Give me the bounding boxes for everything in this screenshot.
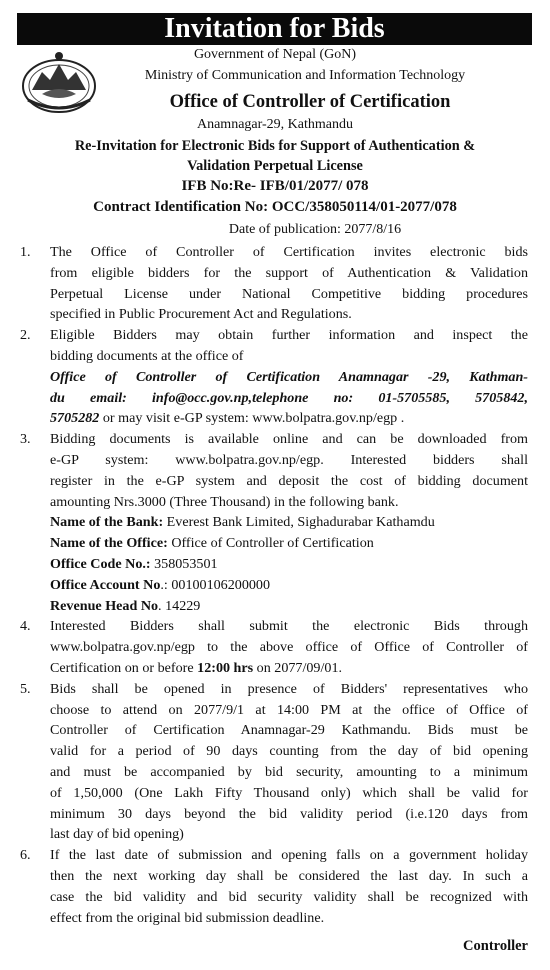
office-name-field xyxy=(50,533,528,554)
contact-line: Office of Controller of Certification Anamnagar -29, Kathman- xyxy=(50,368,528,385)
office-account xyxy=(50,575,528,596)
field-label: Revenue Head No xyxy=(50,597,159,614)
list-item xyxy=(20,242,528,325)
text-line: of 1,50,000 (One Lakh Fifty Thousand only) which shall be valid for xyxy=(50,784,528,801)
text-line: minimum 30 days beyond the bid validity period (i.e.120 days from xyxy=(50,805,528,822)
text-line: Perpetual License under National Competitive bidding procedures xyxy=(50,285,528,302)
ifb-number: IFB No:Re- IFB/01/2077/ 078 xyxy=(181,178,369,194)
field-value: . 14229 xyxy=(158,597,201,614)
contact-line: du email: info@occ.gov.np,telephone no: 01-5705585, 5705842, xyxy=(50,389,528,406)
list-item xyxy=(20,616,528,678)
bank-name xyxy=(50,512,528,533)
text-line: e-GP system: www.bolpatra.gov.np/egp. Interested bidders shall xyxy=(50,451,528,468)
item-number: 1. xyxy=(20,244,31,260)
ministry-name: Ministry of Communication and Information Technology xyxy=(144,68,466,83)
text-line: Bids shall be opened in presence of Bidders' representatives who xyxy=(50,680,528,697)
list-item xyxy=(20,845,528,928)
notice-title: Invitation for Bids xyxy=(17,13,532,45)
field-value: .: 00100106200000 xyxy=(160,576,271,593)
item-number: 5. xyxy=(20,680,31,697)
government-name: Government of Nepal (GoN) xyxy=(193,47,357,62)
list-item xyxy=(20,429,528,616)
item-number: 4. xyxy=(20,618,31,635)
list-item xyxy=(20,325,528,429)
text-line xyxy=(50,408,528,429)
office-code xyxy=(50,554,528,575)
text-line: The Office of Controller of Certification invites electronic bids xyxy=(50,244,528,260)
text-part: Certification on or before xyxy=(50,659,198,676)
telephone-number: 5705282 xyxy=(50,410,100,427)
text-line: register in the e-GP system and deposit the cost of bidding document xyxy=(50,472,528,489)
text-line: case the bid validity and bid security validity shall be recognized with xyxy=(50,888,528,905)
text-line xyxy=(50,658,528,679)
list-item xyxy=(20,679,528,845)
reinvitation-title xyxy=(0,136,550,176)
reinvitation-line: Re-Invitation for Electronic Bids for Support of Authentication & xyxy=(74,138,476,154)
text-part: on 2077/09/01. xyxy=(253,659,343,676)
revenue-head xyxy=(50,596,528,617)
field-value: Office of Controller of Certification xyxy=(167,535,374,552)
signature: Controller xyxy=(463,938,528,954)
reinvitation-line: Validation Perpetual License xyxy=(187,158,363,174)
text-line: valid for a period of 90 days counting from the day of bid opening xyxy=(50,743,528,760)
publication-date: Date of publication: 2077/8/16 xyxy=(228,222,402,237)
clauses-list xyxy=(20,242,528,928)
item-number: 2. xyxy=(20,327,31,344)
field-value: 358053501 xyxy=(150,555,218,572)
field-label: Office Account No xyxy=(50,576,161,593)
text-line: If the last date of submission and opening falls on a government holiday xyxy=(50,847,528,864)
field-label: Name of the Bank: xyxy=(50,514,164,531)
deadline-time: 12:00 hrs xyxy=(197,659,254,676)
text-line: effect from the original bid submission deadline. xyxy=(50,909,325,926)
text-line: www.bolpatra.gov.np/egp to the above office of Office of Controller of xyxy=(50,639,528,656)
contract-identification: Contract Identification No: OCC/358050114/01-2077/078 xyxy=(93,199,457,215)
field-label: Office Code No.: xyxy=(50,555,151,572)
egp-link-text: or may visit e-GP system: www.bolpatra.gov.np/egp . xyxy=(99,410,405,427)
text-line: Controller of Certification Anamnagar-29 Kathmandu. Bids must be xyxy=(50,722,528,739)
text-line: last day of bid opening) xyxy=(50,826,184,843)
text-line: then the next working day shall be considered the last day. In such a xyxy=(50,867,528,884)
text-line: Bidding documents is available online and can be downloaded from xyxy=(50,431,528,448)
text-line: and must be accompanied by bid security, amounting to a minimum xyxy=(50,763,528,780)
item-number: 6. xyxy=(20,847,31,864)
text-line: choose to attend on 2077/9/1 at 14:00 PM at the office of Office of xyxy=(50,701,528,718)
text-line: from eligible bidders for the support of Authentication & Validation xyxy=(50,264,528,281)
office-name: Office of Controller of Certification xyxy=(169,92,451,112)
text-line: amounting Nrs.3000 (Three Thousand) in the following bank. xyxy=(50,493,399,510)
field-value: Everest Bank Limited, Sighadurabar Kathamdu xyxy=(163,514,435,531)
text-line: specified in Public Procurement Act and Regulations. xyxy=(50,306,352,323)
text-line: bidding documents at the office of xyxy=(50,347,244,364)
text-line: Eligible Bidders may obtain further information and inspect the xyxy=(50,327,528,344)
text-line: Interested Bidders shall submit the electronic Bids through xyxy=(50,618,528,635)
office-address: Anamnagar-29, Kathmandu xyxy=(196,117,353,132)
field-label: Name of the Office: xyxy=(50,535,168,552)
item-number: 3. xyxy=(20,431,31,448)
